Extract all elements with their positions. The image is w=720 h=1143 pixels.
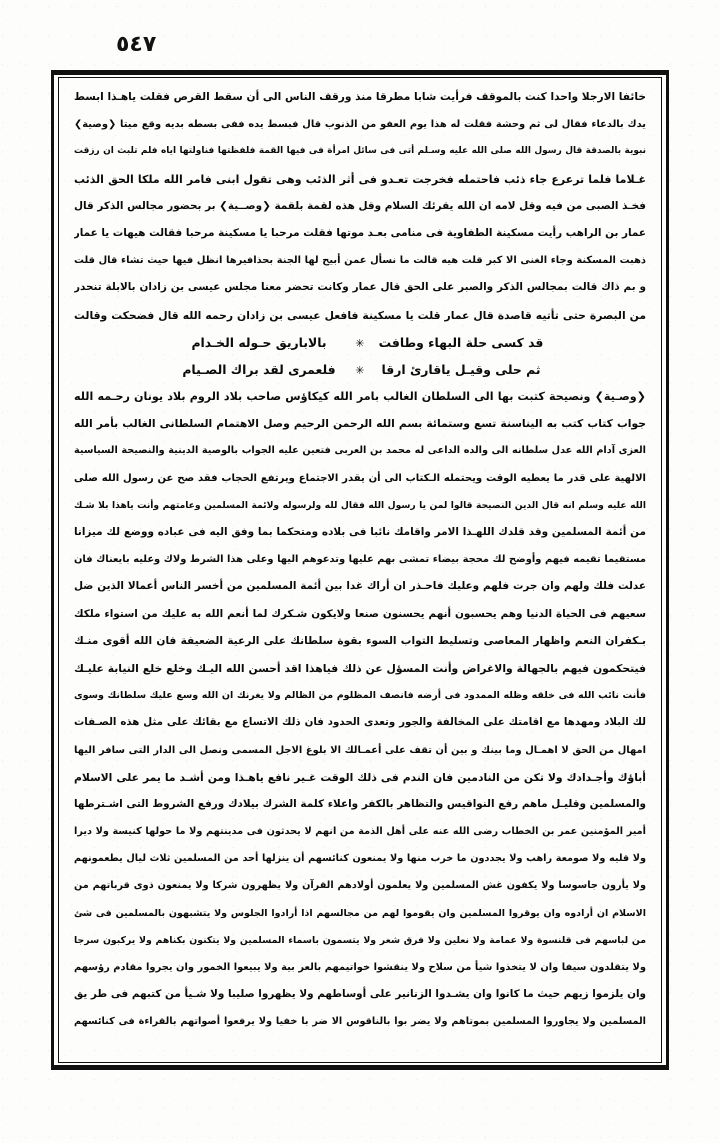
text-line — [74, 138, 646, 165]
text-line — [74, 791, 646, 818]
text-line — [74, 1008, 646, 1035]
text-line — [74, 764, 646, 791]
text-line-content: عدلت فلك ولهم وان جرت فلهم وعليك فاحـذر ان أراك غدا بين أئمة المسلمين من أخسر الناس أعمالا الذين ضل — [74, 580, 646, 593]
text-line — [74, 737, 646, 764]
verse-hemistich-a: ثم حلى وقيـل ياقارئ ارقا — [381, 361, 541, 377]
text-line-content: أمير المؤمنين عمر بن الخطاب رضى الله عنه على أهل الذمة من انهم لا يحدثون فى مدينتهم ولا ما حولها كنيسة ولا ديرا — [74, 826, 646, 838]
text-line-content: مستقيما تقيمه فيهم وأوضح لك محجة بيضاء تمشى بهم عليها وتدعوهم اليها وعلى هذا الشرط ولاك وعليه بايعناك فان — [74, 554, 646, 566]
text-line — [74, 546, 646, 573]
verse-separator-asterisk-icon: ✳ — [355, 336, 365, 350]
text-line — [74, 900, 646, 927]
frame-top-rule — [54, 72, 666, 75]
text-line — [74, 573, 646, 600]
text-line-content: نبوية بالصدقة قال رسول الله صلى الله عليه وسـلم أتى فى سائل امرأة فى فيها القمة فلفظتها فناولتها اياه فلم تلبث ان رزقت — [74, 146, 646, 157]
text-line-content: الالهية على قدر ما يعطيه الوقت ويحتمله الـكتاب الى أن يقدر الاجتماع ويرتفع الحجاب فقد صح عن رسول الله صلى — [74, 472, 646, 484]
text-line-content: سعيهم فى الحياة الدنيا وهم يحسبون أنهم يحسنون صنعا ولايكون شـكرك لما أنعم الله به عليك من استواء ملكك — [74, 607, 646, 620]
text-line-content: ولا يتقلدون سيفا وان لا يتخذوا شيأ من سلاح ولا ينقشوا خواتيمهم بالعر بية ولا يبيعوا الخمور وان يجروا مقادم رؤسهم — [74, 962, 646, 973]
text-line-content: ذهبت المسكنة وجاء الغنى الا كبر قلت هيه قالت ما نسأل عمن أبيح لها الجنة بحذافيرها انظل فيها حيث تشاء قال قلت — [74, 255, 646, 267]
text-line-content: لك البلاد ومهدها مع اقامتك على المخالفة والجور وتعدى الحدود فان ذلك الاتساع مع بقائك على مثل هذه الصـفات — [74, 716, 646, 729]
text-line-content: الاسلام ان أرادوه وان يوقروا المسلمين وان يقوموا لهم من مجالسهم اذا أرادوا الجلوس ولا يتشبهون بالمسلمين فى شئ — [74, 907, 646, 919]
verse-hemistich-b: فلعمرى لقد براك الصـيام — [182, 361, 336, 377]
verse-hemistich-a: قد كسى حلة البهاء وطافت — [378, 334, 544, 350]
text-line — [74, 927, 646, 954]
text-line — [74, 437, 646, 464]
text-line — [74, 872, 646, 899]
verse-hemistich-b: بالاباريق حـوله الخـدام — [191, 334, 327, 350]
text-line — [74, 845, 646, 872]
text-line — [74, 220, 646, 247]
text-line-content: ❮وصـية❯ ونصيحة كتبت بها الى السلطان الغالب بامر الله كيكاؤس صاحب بلاد الروم بلاد يونان رحـمه الله — [74, 390, 646, 404]
text-line-content: و بم ذاك قالت بمجالس الذكر والصبر على الحق قال عمار وكانت تحضر معنا مجلس عيسى بن زادان بالابلة تنحدر — [74, 281, 646, 294]
text-line — [74, 166, 646, 193]
text-line — [74, 601, 646, 628]
text-line-content: بـكفران النعم واظهار المعاصى وتسليط التواب السوء بقوة سلطانك على الرعية الضعيفة فان الله أقوى منـك — [74, 634, 646, 647]
text-line-content: فأنت نائب الله فى خلقه وظله الممدود فى أرضه فانصف المظلوم من الظالم ولا يغرنك ان الله وسع عليك سلطانك وسوى — [74, 690, 646, 702]
text-line — [74, 981, 646, 1008]
text-line — [74, 954, 646, 981]
text-line-content: جواب كتاب كتب به اليناسنة تسع وستمائة بسم الله الرحمن الرحيم وصل الاهتمام السلطانى الغالب بأمر الله — [74, 417, 646, 431]
text-line-content: من أئمة المسلمين وقد قلدك اللهـذا الامر واقامك نائبا فى بلاده ومتحكما بما وفق اليه فى عباده ووضع لك ميزانا — [74, 526, 646, 538]
text-line — [74, 111, 646, 138]
verse-line — [74, 329, 646, 356]
text-line-content: الله عليه وسلم انه قال الدين النصيحة قالوا لمن يا رسول الله فقال لله ولرسوله ولائمة المسلمين وعامتهم وأنت ياهذا بلا شـك — [74, 499, 646, 511]
text-line-content: ولا يأرون جاسوسا ولا يكفون غش المسلمين ولا يعلمون أولادهم القرآن ولا يظهرون شركا ولا يمنعون ذوى قرباتهم من — [74, 880, 646, 892]
text-line-content: من البصرة حتى تأتيه قاصدة قال عمار قلت يا مسكينة فافعل عيسى بن زادان رحمه الله قال فضحكت وقالت — [74, 308, 646, 322]
text-line — [74, 628, 646, 655]
folio-header — [0, 32, 720, 66]
text-line-content: عمار بن الراهب رأيت مسكينة الطفاوية فى منامى بعـد موتها فقلت مرحبا يا مسكينة مرحبا فقالت هيهات يا عمار — [74, 226, 646, 239]
text-line — [74, 465, 646, 492]
text-line-content: امهال من الحق لا اهمـال وما بينك و بين أن تقف على أعمـالك الا بلوغ الاجل المسمى ونصل الى الدار التى سافر اليها — [74, 744, 646, 756]
text-line — [74, 519, 646, 546]
text-line — [74, 410, 646, 437]
text-line-content: غـلاما فلما ترعرع جاء ذئب فاحتمله فخرجت تعـدو فى أثر الذئب وهى تقول ابنى فامر الله ملكا الحق الذئب — [74, 172, 646, 186]
text-line — [74, 84, 646, 111]
text-line-content: خائفا الارجلا واحدا كنت بالموقف فرأيت شابا مطرقا منذ ورقف الناس الى أن سقط القرص فقلت ياهـذا ابسط — [74, 91, 646, 103]
text-line-content: ولا قليه ولا صومعة راهب ولا يجددون ما خرب منها ولا يمنعون كنائسهم أن ينزلها أحد من المسلمين ثلاث ليال يطعمونهم — [74, 853, 646, 865]
verse-separator-asterisk-icon: ✳ — [355, 363, 365, 377]
text-line-content: والمسلمين وقليـل ماهم رفع النواقيس والتظاهر بالكفر واعلاء كلمة الشرك بيلادك ورفع الشروط التى اشـترطها — [74, 797, 646, 810]
verse-line — [74, 356, 646, 383]
text-line-content: أباؤك وأجـدادك ولا تكن من النادمين فان الندم فى ذلك الوقت غـير نافع ياهـذا ومن أشـد ما يمر على الاسلام — [74, 770, 646, 784]
text-line — [74, 818, 646, 845]
text-line — [74, 193, 646, 220]
text-line-content: من لباسهم فى قلنسوة ولا عمامة ولا نعلين ولا فرق شعر ولا يتسمون باسماء المسلمين ولا يتكنون بكناهم ولا يركبون سرجا — [74, 934, 646, 946]
text-line-content: يدك بالدعاء فقال لى ثم وحشة فقلت له هذا يوم العفو من الذنوب قال فبسط يده ففى بسطه بديه وقع ميتا ❮وصية❯ — [74, 119, 646, 131]
text-line — [74, 302, 646, 329]
page-number: ٥٤٧ — [116, 32, 157, 57]
text-line-content: العزى آدام الله عدل سلطانه الى والده الداعى له محمد بن العربى فتعين عليه الجواب بالوصية الدينية والنصيحة السياسية — [74, 445, 646, 457]
text-line-content: المسلمين ولا يجاوروا المسلمين بموتاهم ولا يضر بوا بالناقوس الا ضر با خفيا ولا يرفعوا أصواتهم بالقراءة فى كنائسهم — [74, 1016, 646, 1028]
text-line — [74, 274, 646, 301]
text-line — [74, 247, 646, 274]
text-line-content: فيتحكمون فيهم بالجهالة والاغراض وأنت المسؤل عن ذلك فياهذا اقد أحسن الله اليـك وخلع خلع النيابة عليـك — [74, 661, 646, 675]
text-line — [74, 492, 646, 519]
text-line — [74, 682, 646, 709]
text-line-content: وان يلزموا زيهم حيث ما كانوا وان يشـدوا الزنانير على أوساطهم ولا يظهروا صليبا ولا شـيأ من كتبهم فى طر يق — [74, 988, 646, 1001]
frame-bottom-rule — [54, 1065, 666, 1068]
text-line — [74, 655, 646, 682]
page-text-body — [60, 78, 660, 1063]
text-line — [74, 709, 646, 736]
text-line-content: فخـذ الصبى من فيه وقل لامه ان الله يقرئك السلام وقل هذه لقمة بلقمة ❮وصــية❯ بر بحضور مجالس الذكر قال — [74, 199, 646, 212]
text-line — [74, 383, 646, 410]
